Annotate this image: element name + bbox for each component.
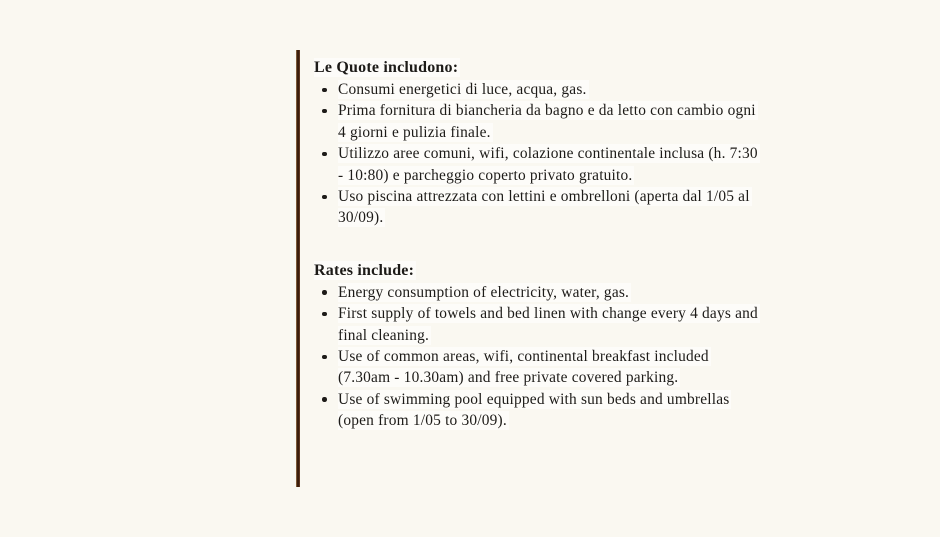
bullet-dot-icon [322, 355, 327, 360]
bullet-dot-icon [322, 195, 327, 200]
bullet-item: Use of common areas, wifi, continental breakfast included (7.30am - 10.30am) and free private covered parking. [314, 346, 758, 389]
bullet-dot-icon [322, 312, 327, 317]
bullet-item: Uso piscina attrezzata con lettini e ombrelloni (aperta dal 1/05 al 30/09). [314, 186, 758, 229]
section-rates-english [314, 260, 758, 432]
section-heading-italian: Le Quote includono: [314, 59, 459, 76]
rates-info-content [314, 50, 758, 487]
bullet-list-english [314, 282, 758, 432]
bullet-list-italian [314, 79, 758, 229]
left-accent-bar [296, 50, 300, 487]
bullet-dot-icon [322, 152, 327, 157]
section-quote-italian [314, 57, 758, 229]
bullet-item: First supply of towels and bed linen with change every 4 days and final cleaning. [314, 303, 758, 346]
bullet-item: Energy consumption of electricity, water, gas. [314, 282, 758, 303]
bullet-item: Use of swimming pool equipped with sun beds and umbrellas (open from 1/05 to 30/09). [314, 389, 758, 432]
bullet-dot-icon [322, 290, 327, 295]
section-heading-english: Rates include: [314, 261, 415, 279]
bullet-dot-icon [322, 397, 327, 402]
bullet-dot-icon [322, 109, 327, 114]
bullet-dot-icon [322, 88, 327, 93]
bullet-item: Utilizzo aree comuni, wifi, colazione continentale inclusa (h. 7:30 - 10:80) e parcheggio coperto privato gratuito. [314, 143, 758, 186]
bullet-item: Prima fornitura di biancheria da bagno e da letto con cambio ogni 4 giorni e pulizia finale. [314, 100, 758, 143]
bullet-item: Consumi energetici di luce, acqua, gas. [314, 79, 758, 100]
rates-info-block [296, 50, 758, 487]
